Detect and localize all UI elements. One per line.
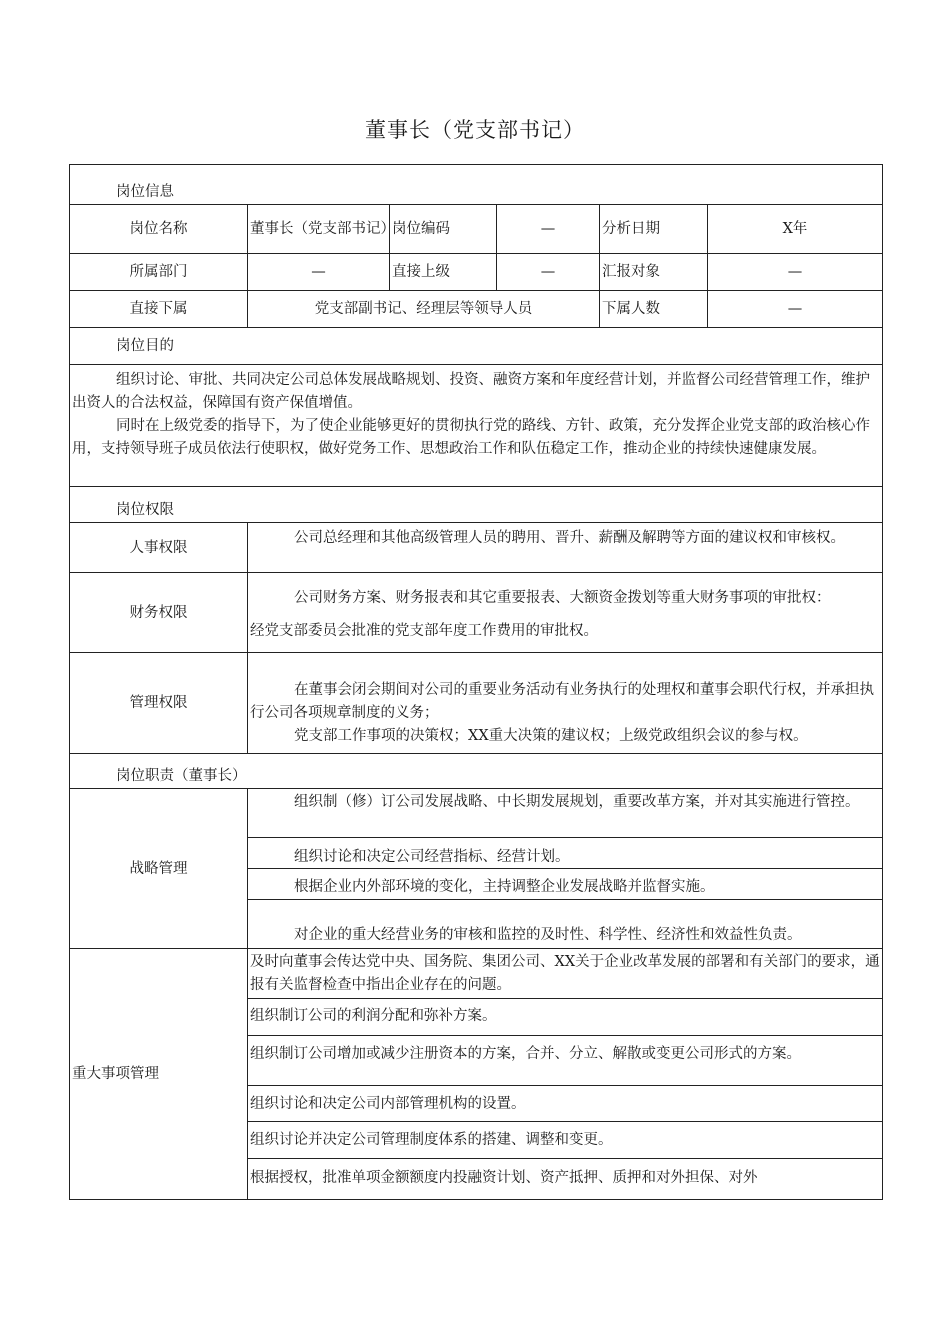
section-header-duties: 岗位职责（董事长） [70, 754, 883, 789]
duty-label-strategy: 战略管理 [70, 789, 248, 948]
label-direct-superior: 直接上级 [390, 254, 497, 290]
section-header-authority: 岗位权限 [70, 487, 883, 523]
value-department: — [248, 254, 390, 290]
duty-group-strategy [70, 789, 883, 949]
label-analysis-date: 分析日期 [600, 205, 708, 253]
duty-item: 根据授权，批准单项金额额度内投融资计划、资产抵押、质押和对外担保、对外 [250, 1170, 758, 1186]
duty-item: 根据企业内外部环境的变化，主持调整企业发展战略并监督实施。 [248, 869, 882, 900]
value-report-to: — [708, 254, 883, 290]
authority-row-management [70, 653, 883, 754]
authority-text: 经党支部委员会批准的党支部年度工作费用的审批权。 [250, 623, 598, 639]
authority-text: 在董事会闭会期间对公司的重要业务活动有业务执行的处理权和董事会职代行权，并承担执行公司各项规章制度的义务； [250, 682, 874, 721]
info-row-1 [70, 205, 883, 254]
duty-item: 组织讨论和决定公司经营指标、经营计划。 [248, 838, 882, 869]
label-department: 所属部门 [70, 254, 248, 290]
label-report-to: 汇报对象 [600, 254, 708, 290]
duty-item: 组织制订公司增加或减少注册资本的方案，合并、分立、解散或变更公司形式的方案。 [248, 1036, 882, 1086]
duty-item: 组织制（修）订公司发展战略、中长期发展规划，重要改革方案，并对其实施进行管控。 [248, 789, 882, 838]
duty-item: 对企业的重大经营业务的审核和监控的及时性、科学性、经济性和效益性负责。 [294, 927, 802, 943]
info-row-2 [70, 254, 883, 291]
authority-row-finance [70, 573, 883, 653]
duty-item: 及时向董事会传达党中央、国务院、集团公司、XX关于企业改革发展的部署和有关部门的要求，通报有关监督检查中指出企业存在的问题。 [248, 949, 882, 999]
value-direct-superior: — [497, 254, 600, 290]
section-header-info: 岗位信息 [70, 165, 883, 205]
value-position-code: — [497, 205, 600, 253]
value-position-name: 董事长（党支部书记） [248, 205, 390, 253]
duty-item: 组织制订公司的利润分配和弥补方案。 [248, 999, 882, 1036]
duty-group-major [70, 949, 883, 1200]
value-subordinates: 党支部副书记、经理层等领导人员 [248, 291, 600, 327]
authority-text: 党支部工作事项的决策权；XX重大决策的建议权；上级党政组织会议的参与权。 [294, 728, 808, 744]
duty-label-major: 重大事项管理 [70, 949, 248, 1199]
authority-label-personnel: 人事权限 [70, 523, 248, 572]
section-header-purpose: 岗位目的 [70, 328, 883, 365]
authority-text: 公司总经理和其他高级管理人员的聘用、晋升、薪酬及解聘等方面的建议权和审核权。 [294, 530, 845, 546]
authority-label-finance: 财务权限 [70, 573, 248, 652]
authority-row-personnel [70, 523, 883, 573]
job-description-table [69, 164, 883, 1200]
duty-item: 组织讨论并决定公司管理制度体系的搭建、调整和变更。 [248, 1122, 882, 1159]
label-position-code: 岗位编码 [390, 205, 497, 253]
purpose-paragraph-1: 组织讨论、审批、共同决定公司总体发展战略规划、投资、融资方案和年度经营计划，并监督公司经营管理工作，维护出资人的合法权益，保障国有资产保值增值。 [72, 372, 870, 411]
authority-text: 公司财务方案、财务报表和其它重要报表、大额资金拨划等重大财务事项的审批权： [294, 590, 831, 606]
value-analysis-date: X年 [708, 205, 883, 253]
duty-item: 组织讨论和决定公司内部管理机构的设置。 [248, 1086, 882, 1122]
purpose-paragraph-2: 同时在上级党委的指导下，为了使企业能够更好的贯彻执行党的路线、方针、政策，充分发挥企业党支部的政治核心作用，支持领导班子成员依法行使职权，做好党务工作、思想政治工作和队伍稳定工作，推动企业的持续快速健康发展。 [72, 418, 870, 457]
page-title: 董事长（党支部书记） [365, 118, 585, 142]
authority-label-management: 管理权限 [70, 653, 248, 753]
purpose-block [70, 365, 883, 487]
info-row-3 [70, 291, 883, 328]
label-subordinate-count: 下属人数 [600, 291, 708, 327]
label-position-name: 岗位名称 [70, 205, 248, 253]
label-subordinates: 直接下属 [70, 291, 248, 327]
value-subordinate-count: — [708, 291, 883, 327]
